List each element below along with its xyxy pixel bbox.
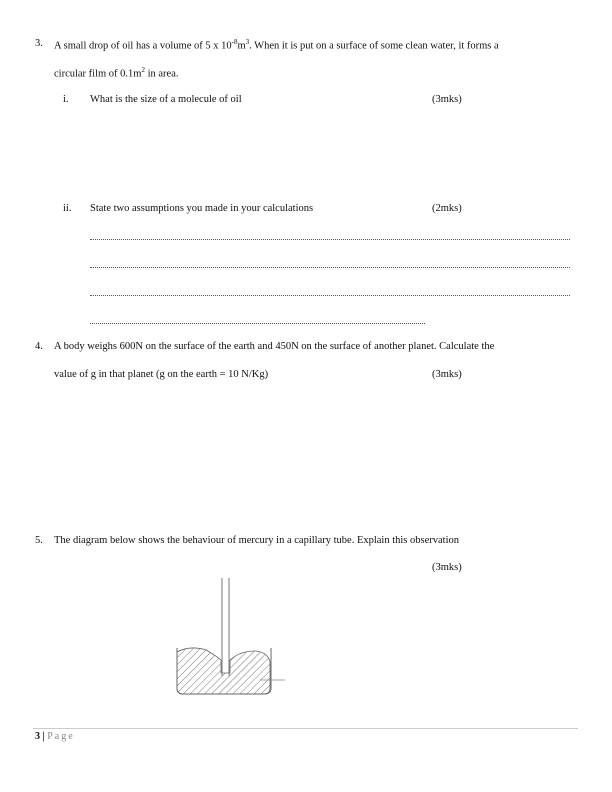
q3i-number: i. bbox=[63, 94, 69, 105]
q3i-text: What is the size of a molecule of oil bbox=[90, 94, 242, 105]
q3-text: A small drop of oil has a volume of 5 x $10^{-8}m^3$. When it is put on a surface of some clean water, it forms a bbox=[54, 38, 499, 52]
footer-divider bbox=[33, 728, 578, 729]
q3ii-marks: (2mks) bbox=[432, 203, 462, 214]
q4-text-line2: value of g in that planet (g on the earth = 10 N/Kg) bbox=[54, 369, 269, 380]
mercury-body bbox=[177, 648, 270, 694]
q4-text-line1: A body weighs 600N on the surface of the earth and 450N on the surface of another planet. Calculate the bbox=[54, 341, 495, 352]
q5-number: 5. bbox=[35, 535, 43, 546]
footer: 3 | Page bbox=[35, 731, 75, 742]
q4-marks: (3mks) bbox=[432, 369, 462, 380]
q3-number: 3. bbox=[35, 38, 43, 49]
q3i-marks: (3mks) bbox=[432, 94, 462, 105]
q3-text-line2: circular film of $0.1m^2$ in area. bbox=[54, 66, 179, 80]
q5-text: The diagram below shows the behaviour of mercury in a capillary tube. Explain this observation bbox=[54, 535, 460, 546]
q4-number: 4. bbox=[35, 341, 43, 352]
q3ii-text: State two assumptions you made in your calculations bbox=[90, 203, 314, 214]
q5-marks: (3mks) bbox=[432, 562, 462, 573]
q3ii-number: ii. bbox=[63, 203, 72, 214]
